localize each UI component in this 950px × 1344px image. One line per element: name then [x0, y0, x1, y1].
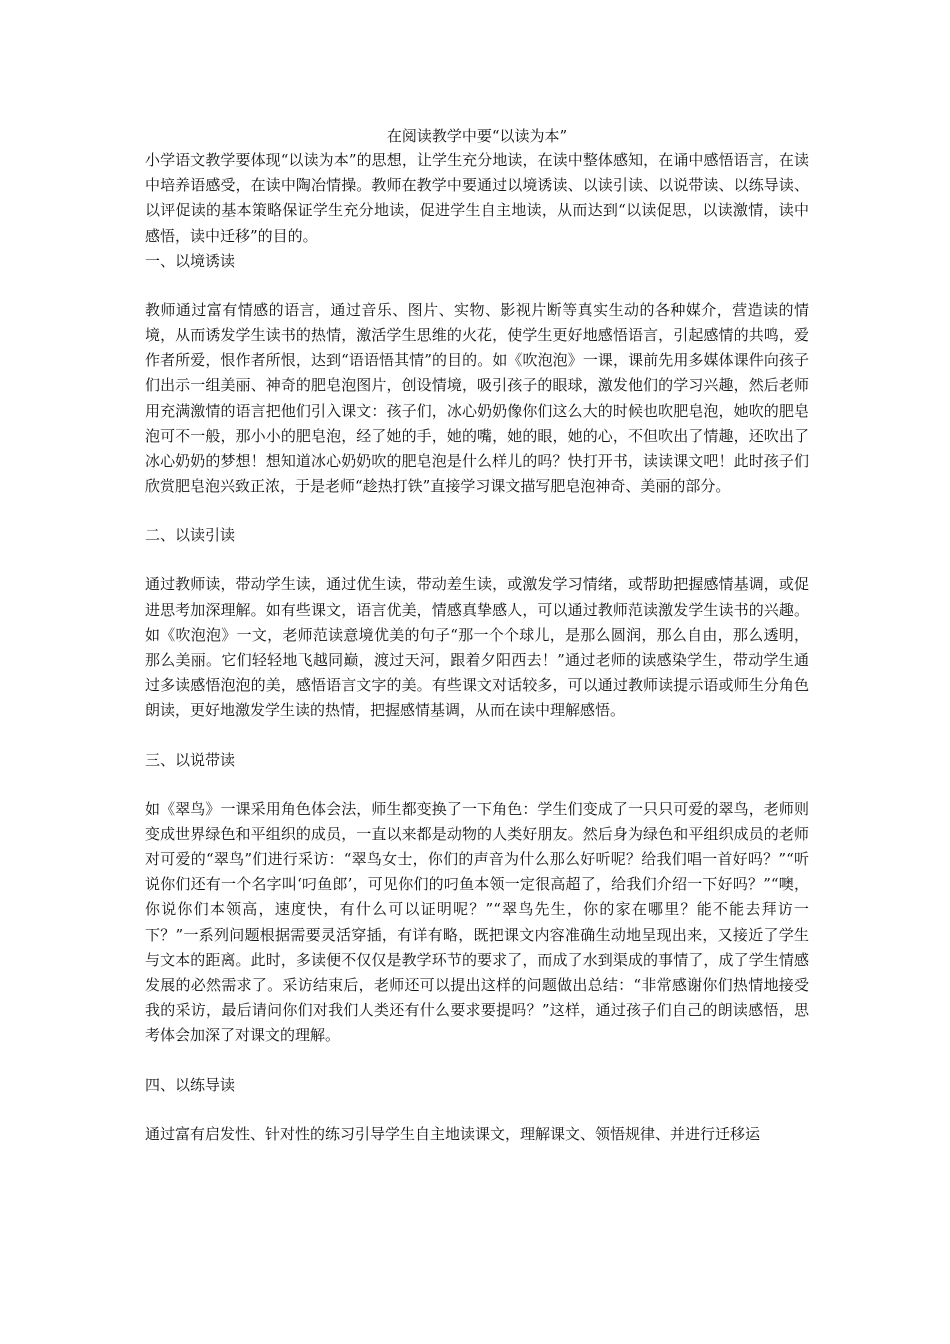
paragraph-spacer: [145, 773, 809, 797]
section-heading-3: 三、以说带读: [145, 750, 236, 769]
section-body-4: 通过富有启发性、针对性的练习引导学生自主地读课文，理解课文、领悟规律、并进行迁移运: [145, 1124, 761, 1143]
document-title: 在阅读教学中要“以读为本”: [386, 127, 568, 145]
paragraph-spacer: [145, 724, 809, 748]
paragraph-spacer: [145, 1049, 809, 1073]
document-page: [145, 124, 809, 1147]
section-body-2: 通过教师读，带动学生读，通过优生读，带动差生读，或激发学习情绪，或帮助把握感情基调，或促进思考加深理解。如有些课文，语言优美，情感真挚感人，可以通过教师范读激发学生读书的兴趣。如《吹泡泡》一文，老师范读意境优美的句子“那一个个球儿，是那么圆润，那么自由，那么透明，那么美丽。它们轻轻地飞越同巅，渡过天河，跟着夕阳西去！”通过老师的读感染学生，带动学生通过多读感悟泡泡的美，感悟语言文字的美。有些课文对话较多，可以通过教师读提示语或师生分角色朗读，更好地激发学生读的热情，把握感情基调，从而在读中理解感悟。: [145, 575, 809, 720]
section-body-1: 教师通过富有情感的语言，通过音乐、图片、实物、影视片断等真实生动的各种媒介，营造读的情境，从而诱发学生读书的热情，激活学生思维的火花，使学生更好地感悟语言，引起感情的共鸣，爱作者所爱，恨作者所恨，达到“语语悟其情”的目的。如《吹泡泡》一课，课前先用多媒体课件向孩子们出示一组美丽、神奇的肥皂泡图片，创设情境，吸引孩子的眼球，激发他们的学习兴趣，然后老师用充满激情的语言把他们引入课文：孩子们，冰心奶奶像你们这么大的时候也吹肥皂泡，她吹的肥皂泡可不一般，那小小的肥皂泡，经了她的手，她的嘴，她的眼，她的心，不但吹出了情趣，还吹出了冰心奶奶的梦想！想知道冰心奶奶吹的肥皂泡是什么样儿的吗？快打开书，读读课文吧！此时孩子们欣赏肥皂泡兴致正浓，于是老师“趁热打铁”直接学习课文描写肥皂泡神奇、美丽的部分。: [145, 300, 809, 496]
section-heading-4: 四、以练导读: [145, 1075, 236, 1094]
section-heading-2: 二、以读引读: [145, 526, 236, 545]
paragraph-spacer: [145, 499, 809, 523]
intro-paragraph: 小学语文教学要体现“以读为本”的思想，让学生充分地读，在读中整体感知，在诵中感悟语言，在读中培养语感受，在读中陶冶情操。教师在教学中要通过以境诱读、以读引读、以说带读、以练导读、以评促读的基本策略保证学生充分地读，促进学生自主地读，从而达到“以读促思，以读激情，读中感悟，读中迁移”的目的。: [145, 151, 809, 245]
paragraph-spacer: [145, 1098, 809, 1122]
paragraph-spacer: [145, 548, 809, 572]
section-heading-1: 一、以境诱读: [145, 251, 236, 270]
paragraph-spacer: [145, 274, 809, 298]
section-body-3: 如《翠鸟》一课采用角色体会法，师生都变换了一下角色：学生们变成了一只只可爱的翠鸟，老师则变成世界绿色和平组织的成员，一直以来都是动物的人类好朋友。然后身为绿色和平组织成员的老师对可爱的“翠鸟”们进行采访：“翠鸟女士，你们的声音为什么那么好听呢？给我们唱一首好吗？”“听说你们还有一个名字叫‘叼鱼郎’，可见你们的叼鱼本领一定很高超了，给我们介绍一下好吗？”“噢，你说你们本领高，速度快，有什么可以证明呢？”“翠鸟先生，你的家在哪里？能不能去拜访一下？”一系列问题根据需要灵活穿插，有详有略，既把课文内容准确生动地呈现出来，又接近了学生与文本的距离。此时，多读便不仅仅是教学环节的要求了，而成了水到渠成的事情了，成了学生情感发展的必然需求了。采访结束后，老师还可以提出这样的问题做出总结：“非常感谢你们热情地接受我的采访，最后请问你们对我们人类还有什么要求要提吗？”这样，通过孩子们自己的朗读感悟，思考体会加深了对课文的理解。: [145, 799, 809, 1045]
